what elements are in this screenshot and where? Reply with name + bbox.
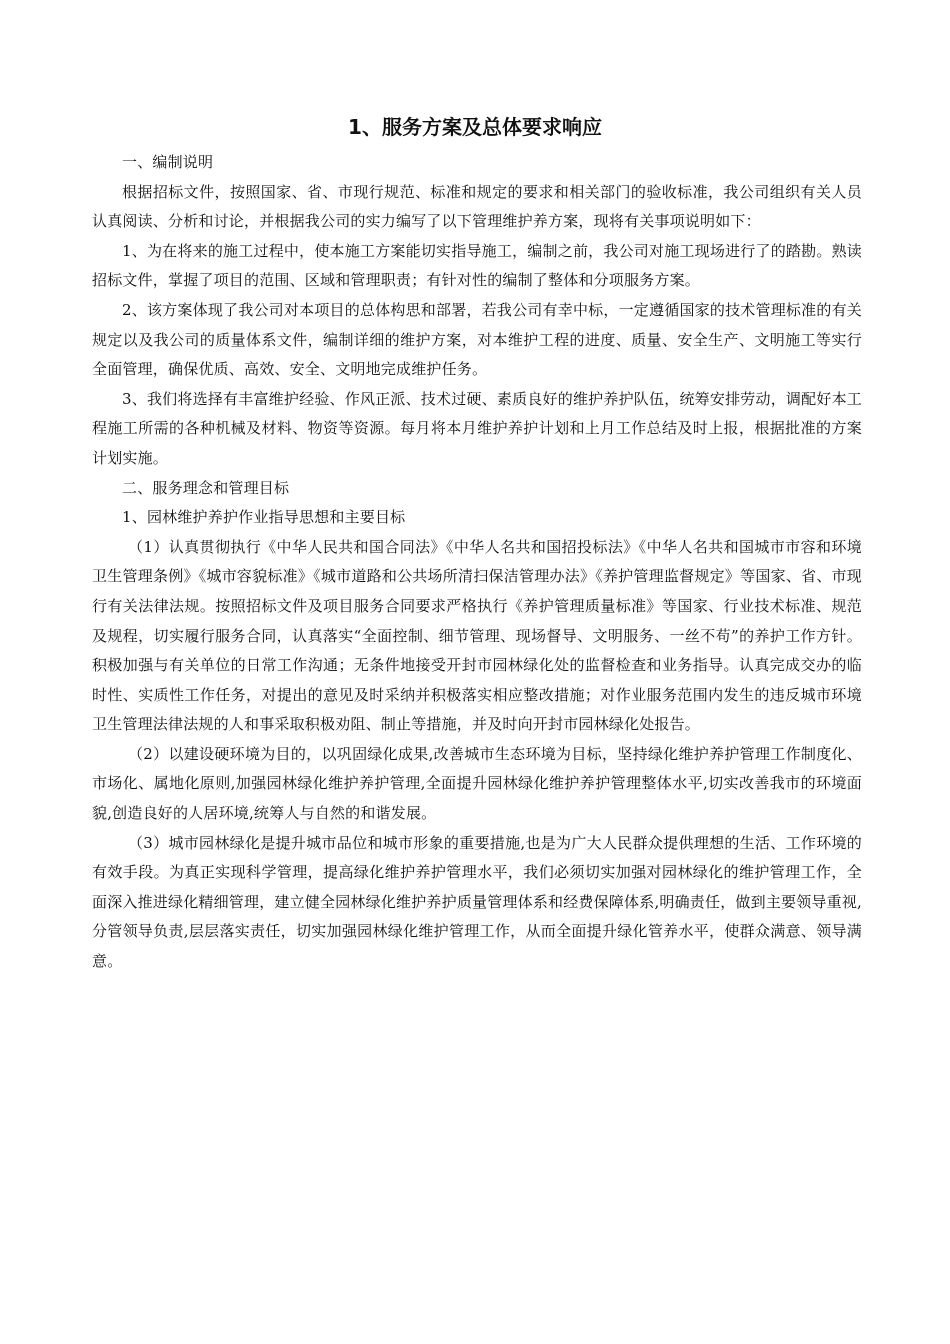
paragraph-point-1: 1、为在将来的施工过程中，使本施工方案能切实指导施工，编制之前，我公司对施工现场进行了的踏勘。熟读招标文件，掌握了项目的范围、区域和管理职责；有针对性的编制了整体和分项服务方案。 bbox=[92, 241, 862, 290]
paragraph-point-3: 3、我们将选择有丰富维护经验、作风正派、技术过硬、素质良好的维护养护队伍，统筹安排劳动，调配好本工程施工所需的各种机械及材料、物资等资源。每月将本月维护养护计划和上月工作总结及时上报，根据批准的方案计划实施。 bbox=[92, 389, 862, 467]
section-heading-service-concept: 二、服务理念和管理目标 bbox=[122, 478, 290, 497]
document-title: 1、服务方案及总体要求响应 bbox=[348, 115, 602, 139]
subheading-guiding-thought: 1、园林维护养护作业指导思想和主要目标 bbox=[122, 508, 406, 527]
paragraph-point-2: 2、该方案体现了我公司对本项目的总体构思和部署，若我公司有幸中标，一定遵循国家的技术管理标准的有关规定以及我公司的质量体系文件，编制详细的维护方案，对本维护工程的进度、质量、安全生产、文明施工等实行全面管理，确保优质、高效、安全、文明地完成维护任务。 bbox=[92, 300, 862, 379]
section-heading-compilation: 一、编制说明 bbox=[122, 153, 214, 171]
document-body bbox=[92, 148, 862, 977]
paragraph-item-1: （1）认真贯彻执行《中华人民共和国合同法》《中华人名共和国招投标法》《中华人名共和国城市市容和环境卫生管理条例》《城市容貌标准》《城市道路和公共场所清扫保洁管理办法》《养护管理监督规定》等国家、省、市现行有关法律法规。按照招标文件及项目服务合同要求严格执行《养护管理质量标准》等国家、行业技术标准、规范及规程，切实履行服务合同，认真落实“全面控制、细节管理、现场督导、文明服务、一丝不苟”的养护工作方针。积极加强与有关单位的日常工作沟通；无条件地接受开封市园林绿化处的监督检查和业务指导。认真完成交办的临时性、实质性工作任务，对提出的意见及时采纳并积极落实相应整改措施；对作业服务范围内发生的违反城市环境卫生管理法律法规的人和事采取积极劝阻、制止等措施，并及时向开封市园林绿化处报告。 bbox=[92, 537, 862, 734]
paragraph-item-2: （2）以建设硬环境为目的，以巩固绿化成果,改善城市生态环境为目标，坚持绿化维护养护管理工作制度化、市场化、属地化原则,加强园林绿化维护养护管理,全面提升园林绿化维护养护管理整体水平,切实改善我市的环境面貌,创造良好的人居环境,统筹人与自然的和谐发展。 bbox=[92, 744, 862, 823]
paragraph-intro: 根据招标文件，按照国家、省、市现行规范、标准和规定的要求和相关部门的验收标准，我公司组织有关人员认真阅读、分析和讨论，并根据我公司的实力编写了以下管理维护养方案，现将有关事项说明如下： bbox=[92, 182, 862, 231]
paragraph-item-3: （3）城市园林绿化是提升城市品位和城市形象的重要措施,也是为广大人民群众提供理想的生活、工作环境的有效手段。为真正实现科学管理，提高绿化维护养护管理水平，我们必须切实加强对园林绿化的维护管理工作，全面深入推进绿化精细管理，建立健全园林绿化维护养护质量管理体系和经费保障体系,明确责任，做到主要领导重视,分管领导负责,层层落实责任，切实加强园林绿化维护管理工作，从而全面提升绿化管养水平，使群众满意、领导满意。 bbox=[92, 833, 862, 971]
